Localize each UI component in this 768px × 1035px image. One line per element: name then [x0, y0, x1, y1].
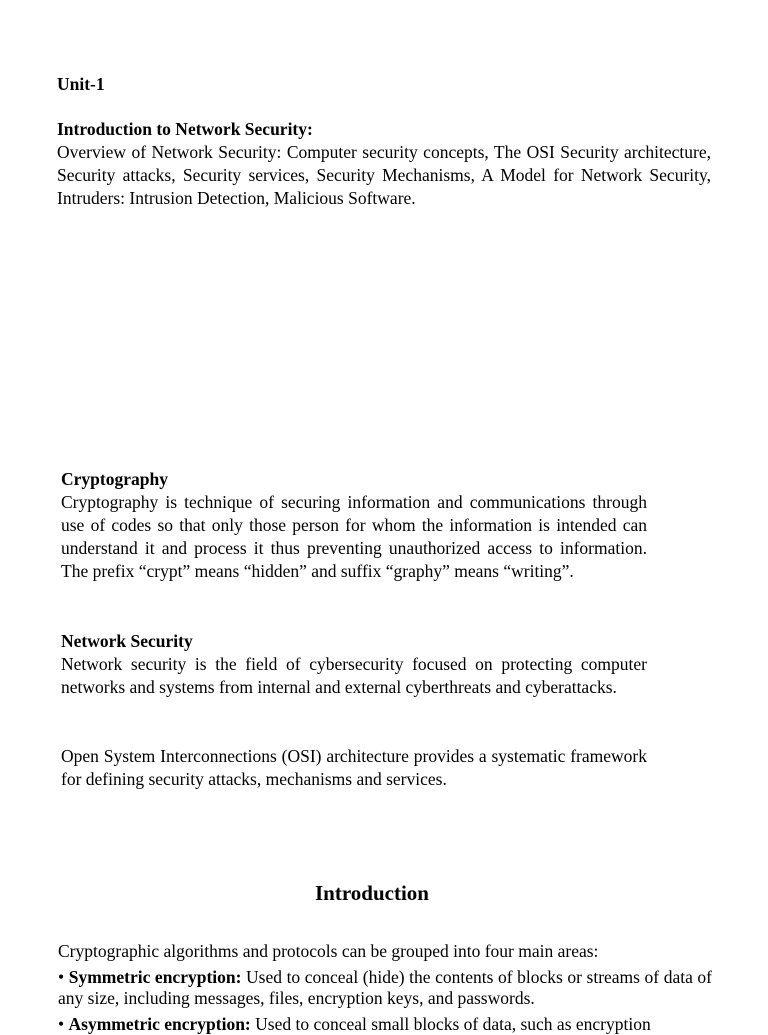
network-security-section [61, 630, 647, 699]
list-item-term: Asymmetric encryption: [68, 1014, 251, 1034]
introduction-title: Introduction [315, 881, 429, 905]
list-item-term: Symmetric encryption: [68, 967, 242, 987]
intro-section [57, 118, 711, 210]
unit-heading: Unit-1 [57, 74, 105, 94]
intro-section-body: Overview of Network Security: Computer security concepts, The OSI Security architecture, Security attacks, Security services, Security Mechanisms, A Model for Network Security, Intruders: Intrusion Detection, Malicious Software. [57, 142, 711, 208]
osi-section [61, 745, 647, 791]
network-security-body: Network security is the field of cybersecurity focused on protecting computer networks and systems from internal and external cyberthreats and cyberattacks. [61, 654, 647, 697]
osi-paragraph: Open System Interconnections (OSI) architecture provides a systematic framework for defining security attacks, mechanisms and services. [61, 746, 647, 789]
list-item [58, 967, 712, 1009]
introduction-lead: Cryptographic algorithms and protocols can be grouped into four main areas: [58, 941, 599, 961]
bullet: • [58, 967, 65, 987]
list-item [58, 1014, 712, 1035]
cryptography-title: Cryptography [61, 469, 168, 489]
intro-section-title: Introduction to Network Security: [57, 119, 313, 139]
bullet: • [58, 1014, 65, 1034]
list-item-text: Used to conceal small blocks of data, such as encryption [255, 1014, 651, 1034]
list-item-text: Used to conceal (hide) the contents of blocks or streams of data of any size, including messages, files, encryption keys, and passwords. [58, 967, 713, 1008]
cryptography-section [61, 468, 647, 583]
network-security-title: Network Security [61, 631, 193, 651]
cryptography-body: Cryptography is technique of securing information and communications through use of codes so that only those person for whom the information is intended can understand it and process it thus preventing unauthorized access to information. The prefix “crypt” means “hidden” and suffix “graphy” means “writing”. [61, 492, 647, 581]
